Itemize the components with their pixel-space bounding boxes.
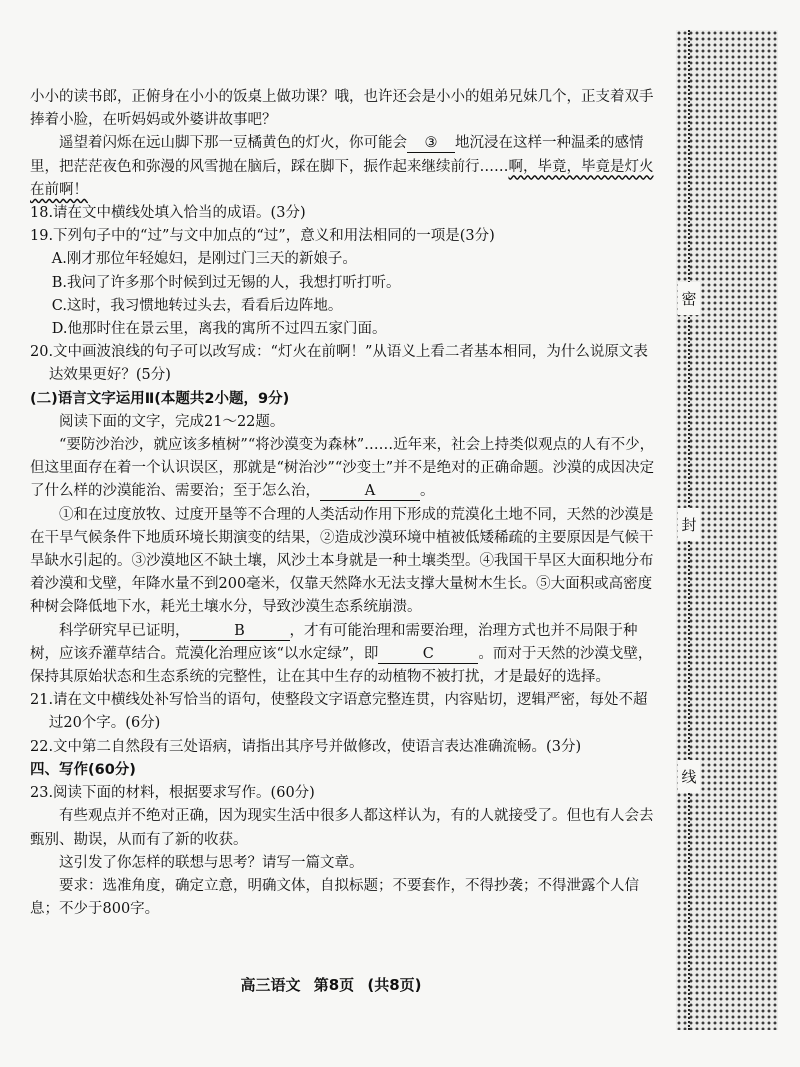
writing-requirements: 要求：选准角度，确定立意，明确文体，自拟标题；不要套作，不得抄袭；不得泄露个人信息；不少于800字。 <box>30 877 639 918</box>
question-19-option-c: C.这时，我习惯地转过头去，看看后边阵地。 <box>51 297 343 314</box>
seal-mark-mi: 密 <box>678 282 700 315</box>
footer-subject: 高三语文 <box>240 976 301 994</box>
question-21: 21.请在文中横线处补写恰当的语句，使整段文字语意完整连贯，内容贴切，逻辑严密，每处不超过20个字。(6分) <box>30 692 648 732</box>
question-19-option-a: A.刚才那位年轻媳妇，是刚过门三天的新娘子。 <box>51 251 357 268</box>
question-19-option-d: D.他那时住在景云里，离我的寓所不过四五家门面。 <box>51 321 387 338</box>
seal-mark-xian: 线 <box>678 760 700 793</box>
passage-paragraph-2 <box>30 132 662 202</box>
footer-total-pages: (共8页) <box>367 976 422 994</box>
question-19-option-b: B.我问了许多那个时候到过无锡的人，我想打听打听。 <box>51 274 401 291</box>
question-20: 20.文中画波浪线的句子可以改写成：“灯火在前啊！”从语义上看二者基本相同，为什么说原文表达效果更好？(5分) <box>30 344 648 384</box>
writing-prompt: 这引发了你怎样的联想与思考？请写一篇文章。 <box>59 854 364 871</box>
question-18: 18.请在文中横线处填入恰当的成语。(3分) <box>30 205 306 222</box>
blank-b: B <box>190 622 290 641</box>
passage-paragraph-1: 小小的读书郎，正俯身在小小的饭桌上做功课？哦，也许还会是小小的姐弟兄妹几个，正支着双手捧着小脸，在听妈妈或外婆讲故事吧？ <box>30 89 654 129</box>
section-2-paragraph-1 <box>30 434 662 504</box>
question-19: 19.下列句子中的“过”与文中加点的“过”，意义和用法相同的一项是(3分) <box>30 228 495 245</box>
section-2-heading: (二)语言文字运用Ⅱ(本题共2小题，9分) <box>30 390 290 407</box>
exam-content <box>30 86 662 921</box>
section-2-paragraph-2: ①和在过度放牧、过度开垦等不合理的人类活动作用下形成的荒漠化土地不同，天然的沙漠是在干旱气候条件下地质环境长期演变的结果，②造成沙漠环境中植被低矮稀疏的主要原因是气候干旱缺水引起的。③沙漠地区不缺土壤，风沙土本身就是一种土壤类型。④我国干旱区大面积地分布着沙漠和戈壁，年降水量不到200毫米，仅靠天然降水无法支撑大量树木生长。⑤大面积或高密度种树会降低地下水，耗光土壤水分，导致沙漠生态系统崩溃。 <box>30 506 654 616</box>
paragraph-text: ，才有可能治理和需要治理，治理方式也并不局限于种树，应该乔灌草结合。荒漠化治理应该“以水定绿”，即 <box>30 622 638 662</box>
paragraph-text: 科学研究早已证明， <box>59 622 190 639</box>
blank-3: ③ <box>407 134 455 153</box>
section-4-heading: 四、写作(60分) <box>30 761 136 778</box>
blank-a: A <box>320 482 420 501</box>
footer-page-number: 第8页 <box>313 976 355 994</box>
question-22: 22.文中第二自然段有三处语病，请指出其序号并做修改，使语言表达准确流畅。(3分) <box>30 738 582 755</box>
paragraph-text: 。 <box>420 483 435 500</box>
seal-mark-feng: 封 <box>678 508 700 541</box>
question-23: 23.阅读下面的材料，根据要求写作。(60分) <box>30 785 315 802</box>
blank-c: C <box>378 645 478 664</box>
writing-material: 有些观点并不绝对正确，因为现实生活中很多人都这样认为，有的人就接受了。但也有人会去甄别、勘误，从而有了新的收获。 <box>30 808 654 848</box>
passage-text: 遥望着闪烁在远山脚下那一豆橘黄色的灯火，你可能会 <box>59 135 407 152</box>
wavy-underlined-sentence: 啊，毕竟，毕竟是灯火在前啊！ <box>30 158 654 198</box>
section-2-paragraph-3 <box>30 620 662 690</box>
passage-text: 地沉浸在这样一种温柔的感情里，把茫茫夜色和弥漫的风雪抛在脑后，踩在脚下，振作起来继续前行…… <box>30 135 644 175</box>
section-2-intro: 阅读下面的文字，完成21～22题。 <box>59 413 285 430</box>
paragraph-text: 。而对于天然的沙漠戈壁，保持其原始状态和生态系统的完整性，让在其中生存的动植物不被打扰，才是最好的选择。 <box>30 645 653 686</box>
paragraph-text: “要防沙治沙，就应该多植树”“将沙漠变为森林”……近年来，社会上持类似观点的人有不少，但这里面存在着一个认识误区，那就是“树治沙”“沙变土”并不是绝对的正确命题。沙漠的成因决定了什么样的沙漠能治、需要治；至于怎么治， <box>30 437 655 500</box>
page-footer <box>0 974 662 995</box>
